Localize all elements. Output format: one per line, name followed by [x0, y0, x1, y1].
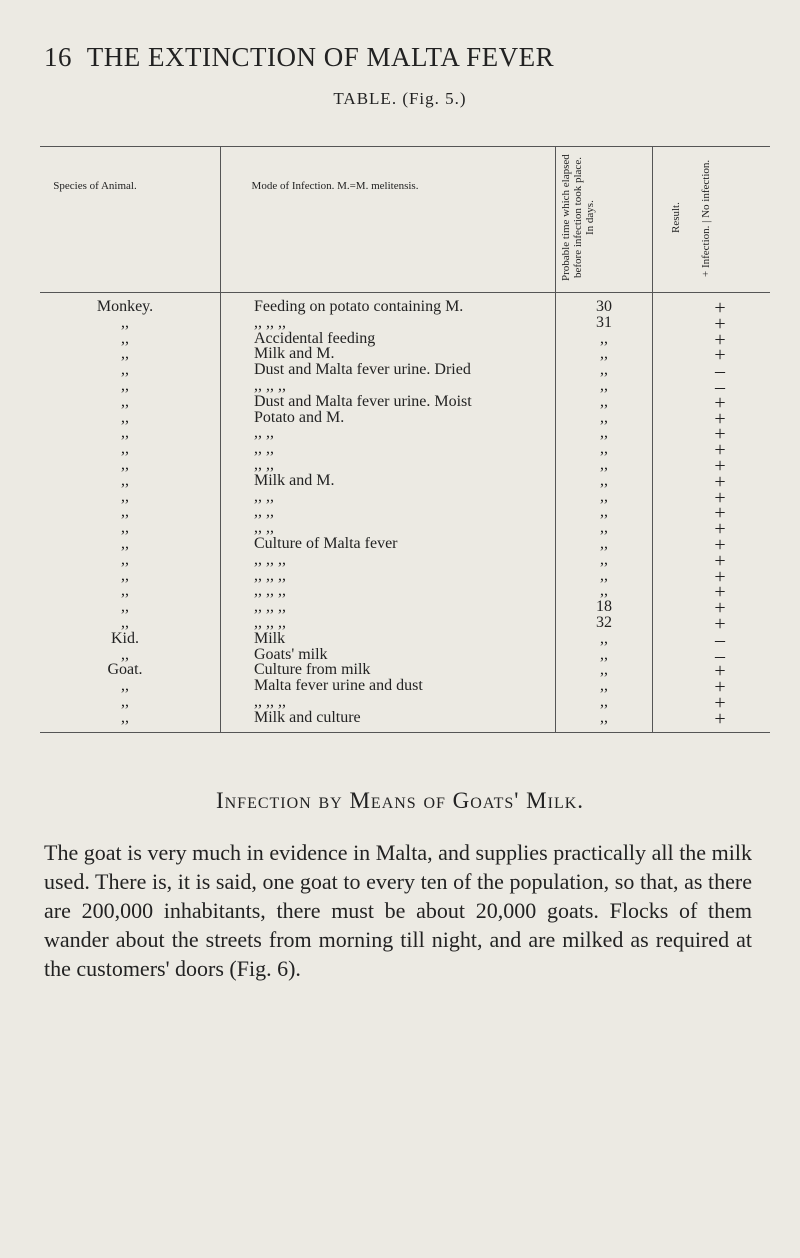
- cell-time: ,,: [600, 693, 608, 710]
- cell-time: ,,: [600, 440, 608, 458]
- cell-mode: ,, ,,: [254, 519, 274, 537]
- cell-result: +: [714, 518, 726, 541]
- cell-mode: ,, ,,: [254, 456, 274, 473]
- cell-species: ,,: [121, 361, 129, 379]
- cell-time: ,,: [600, 503, 608, 521]
- cell-mode: ,, ,,: [254, 503, 274, 521]
- header-time: Probable time which elapsed before infection took place. In days.: [560, 154, 596, 282]
- cell-result: +: [714, 581, 726, 604]
- cell-time: ,,: [600, 471, 608, 489]
- cell-result: +: [714, 549, 726, 572]
- cell-time: ,,: [600, 708, 608, 726]
- cell-time: ,,: [600, 456, 608, 473]
- cell-time: ,,: [600, 645, 608, 663]
- cell-result: +: [714, 391, 726, 414]
- cell-time: ,,: [600, 424, 608, 442]
- cell-species: ,,: [121, 598, 129, 616]
- cell-species: ,,: [121, 693, 129, 710]
- cell-time: ,,: [600, 392, 608, 410]
- header-bottom-rule: [40, 292, 770, 293]
- cell-mode: Accidental feeding: [254, 329, 376, 347]
- cell-species: ,,: [121, 456, 129, 473]
- cell-time: ,,: [600, 582, 608, 600]
- cell-mode: Milk and M.: [254, 471, 335, 489]
- running-title: THE EXTINCTION OF MALTA FEVER: [86, 42, 555, 72]
- cell-species: ,,: [121, 377, 129, 394]
- cell-species: ,,: [121, 503, 129, 521]
- section-heading: Infection by Means of Goats' Milk.: [215, 788, 585, 813]
- cell-species: ,,: [121, 519, 129, 537]
- cell-species: ,,: [121, 645, 129, 663]
- cell-mode: Milk: [254, 629, 286, 647]
- cell-time: ,,: [600, 677, 608, 695]
- table-top-rule: [40, 146, 770, 147]
- cell-mode: Potato and M.: [254, 408, 345, 426]
- cell-time: ,,: [600, 519, 608, 537]
- cell-result: +: [714, 439, 726, 462]
- cell-result: +: [714, 692, 726, 714]
- cell-species: Monkey.: [96, 298, 154, 315]
- cell-result: +: [714, 660, 726, 683]
- cell-species: ,,: [121, 392, 129, 410]
- header-result: Result.: [670, 202, 682, 234]
- cell-result: +: [714, 297, 726, 319]
- cell-time: 30: [596, 298, 612, 315]
- cell-mode: Milk and M.: [254, 345, 335, 363]
- cell-time: ,,: [600, 550, 608, 568]
- cell-mode: Dust and Malta fever urine. Moist: [254, 392, 472, 410]
- cell-time: ,,: [600, 329, 608, 347]
- cell-result: +: [714, 423, 726, 446]
- cell-time: 31: [596, 313, 612, 331]
- cell-result: +: [714, 328, 726, 351]
- cell-result: +: [714, 534, 726, 556]
- cell-mode: Goats' milk: [254, 645, 328, 663]
- cell-mode: ,, ,, ,,: [254, 313, 286, 331]
- cell-species: ,,: [121, 677, 129, 695]
- cell-species: ,,: [121, 487, 129, 505]
- cell-species: ,,: [121, 614, 129, 631]
- cell-time: ,,: [600, 535, 608, 552]
- cell-species: ,,: [121, 345, 129, 363]
- cell-mode: Culture from milk: [254, 661, 371, 679]
- cell-result: +: [714, 344, 726, 367]
- cell-mode: Milk and culture: [254, 708, 361, 726]
- cell-time: ,,: [600, 661, 608, 679]
- cell-mode: ,, ,, ,,: [254, 566, 286, 584]
- table-title: TABLE. (Fig. 5.): [333, 89, 467, 108]
- header-mode: Mode of Infection. M.=M. melitensis.: [251, 180, 419, 192]
- cell-result: +: [714, 597, 726, 620]
- cell-mode: ,, ,, ,,: [254, 693, 286, 710]
- cell-result: –: [715, 644, 725, 667]
- cell-species: ,,: [121, 408, 129, 426]
- cell-time: ,,: [600, 361, 608, 379]
- cell-time: ,,: [600, 566, 608, 584]
- cell-result: +: [714, 407, 726, 430]
- cell-species: ,,: [121, 535, 129, 552]
- cell-species: ,,: [121, 471, 129, 489]
- cell-species: ,,: [121, 550, 129, 568]
- cell-mode: ,, ,, ,,: [254, 598, 286, 616]
- cell-result: +: [714, 707, 726, 730]
- page-number: 16: [44, 42, 72, 72]
- cell-result: +: [714, 486, 726, 509]
- cell-time: ,,: [600, 345, 608, 363]
- table-bottom-rule: [40, 732, 770, 733]
- cell-time: 32: [596, 614, 612, 631]
- cell-species: Kid.: [111, 629, 139, 647]
- header-key: + Infection. | No infection.: [700, 159, 712, 277]
- cell-result: +: [714, 565, 726, 588]
- cell-result: +: [714, 470, 726, 493]
- table-row: [40, 709, 770, 729]
- cell-mode: Culture of Malta fever: [254, 535, 398, 552]
- cell-species: ,,: [121, 424, 129, 442]
- cell-result: +: [714, 455, 726, 477]
- cell-mode: Dust and Malta fever urine. Dried: [254, 361, 471, 379]
- cell-time: ,,: [600, 629, 608, 647]
- cell-mode: ,, ,, ,,: [254, 550, 286, 568]
- cell-result: +: [714, 676, 726, 699]
- cell-mode: ,, ,,: [254, 487, 274, 505]
- header-species: Species of Animal.: [53, 180, 137, 192]
- cell-result: +: [714, 613, 726, 635]
- cell-mode: Malta fever urine and dust: [254, 677, 423, 695]
- cell-result: +: [714, 502, 726, 525]
- cell-time: ,,: [600, 408, 608, 426]
- cell-species: Goat.: [107, 661, 143, 679]
- cell-mode: ,, ,, ,,: [254, 582, 286, 600]
- cell-result: +: [714, 312, 726, 335]
- cell-result: –: [715, 376, 725, 398]
- cell-time: ,,: [600, 487, 608, 505]
- running-header: [44, 42, 764, 73]
- cell-species: ,,: [121, 566, 129, 584]
- cell-species: ,,: [121, 313, 129, 331]
- cell-species: ,,: [121, 708, 129, 726]
- cell-species: ,,: [121, 440, 129, 458]
- data-table: [40, 146, 770, 734]
- body-paragraph: The goat is very much in evidence in Malta, and supplies practically all the milk used. There is, it is said, one goat to every ten of the population, so that, as there are 200,000 inhabitants, there must be about 20,000 goats. Flocks of them wander about the streets from morning till night, and are milked as required at the customers' doors (Fig. 6).: [44, 840, 752, 981]
- cell-mode: ,, ,,: [254, 440, 274, 458]
- cell-species: ,,: [121, 582, 129, 600]
- cell-mode: Feeding on potato containing M.: [254, 298, 464, 315]
- cell-mode: ,, ,, ,,: [254, 614, 286, 631]
- cell-species: ,,: [121, 329, 129, 347]
- cell-mode: ,, ,, ,,: [254, 377, 286, 394]
- cell-mode: ,, ,,: [254, 424, 274, 442]
- cell-time: 18: [596, 598, 612, 616]
- cell-time: ,,: [600, 377, 608, 394]
- cell-result: –: [715, 628, 725, 651]
- cell-result: –: [715, 360, 725, 383]
